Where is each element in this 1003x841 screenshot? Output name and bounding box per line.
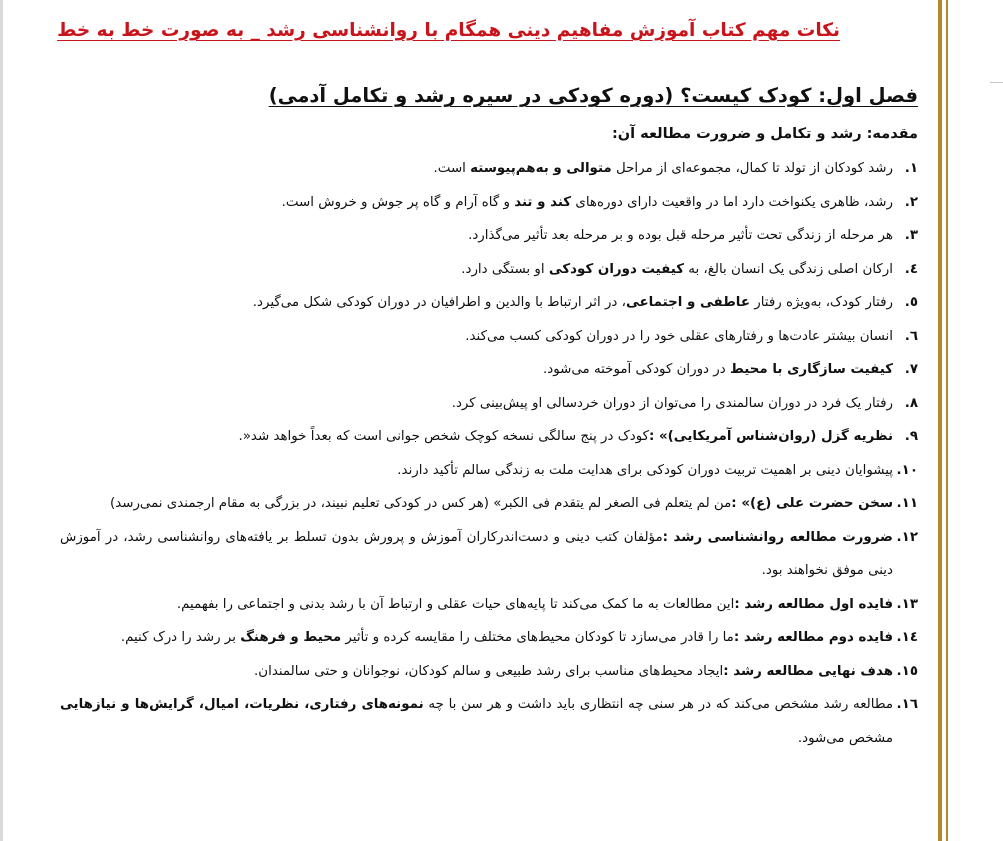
list-item-number: ٩. bbox=[904, 429, 918, 444]
list-item-lead: هدف نهایی مطالعه رشد : bbox=[723, 663, 893, 679]
side-pane-divider bbox=[990, 82, 1003, 83]
list-item-text: کیفیت سازگاری با محیط در دوران کودکی آموخته می‌شود. bbox=[543, 362, 893, 377]
list-item-number: ٢. bbox=[904, 194, 918, 210]
list-item-lead: فایده اول مطالعه رشد : bbox=[734, 596, 893, 612]
list-item-number: ١١. bbox=[896, 496, 918, 511]
list-item-number: ٦. bbox=[904, 328, 918, 344]
list-item bbox=[60, 253, 918, 287]
list-item-lead: فایده دوم مطالعه رشد : bbox=[733, 630, 893, 645]
list-item-text: رشد کودکان از تولد تا کمال، مجموعه‌ای از مراحل متوالی و به‌هم‌پیوسته است. bbox=[433, 161, 893, 176]
list-item-number: ١. bbox=[904, 161, 918, 176]
list-item bbox=[60, 521, 918, 588]
list-item-text: این مطالعات به ما کمک می‌کند تا پایه‌های حیات عقلی و ارتباط آن با رشد بدنی و اجتماعی را بفهمیم. bbox=[176, 596, 735, 612]
list-item bbox=[60, 320, 918, 354]
list-item-number: ١٥. bbox=[896, 663, 918, 679]
list-item-text: مؤلفان کتب دینی و دست‌اندرکاران آموزش و پرورش بدون تسلط بر یافته‌های روانشناسی رشد، در آموزش دینی موفق نخواهند بود. bbox=[60, 529, 893, 578]
chapter-heading: فصل اول: کودک کیست؟ (دوره کودکی در سیره رشد و تکامل آدمی) bbox=[268, 84, 918, 107]
list-item-text: پیشوایان دینی بر اهمیت تربیت دوران کودکی برای هدایت ملت به زندگی سالم تأکید دارند. bbox=[397, 462, 893, 478]
list-item-text: مطالعه رشد مشخص می‌کند که در هر سنی چه انتظاری باید داشت و هر سن با چه نمونه‌های رفتاری، نظریات، امیال، گرایش‌ها و نیازهایی مشخص می‌شود. bbox=[60, 697, 893, 746]
side-pane bbox=[948, 0, 1003, 841]
list-item bbox=[60, 387, 918, 421]
list-item-number: ٨. bbox=[904, 395, 918, 411]
list-item-number: ٥. bbox=[904, 295, 918, 310]
list-item-lead: ضرورت مطالعه روانشناسی رشد : bbox=[662, 529, 893, 545]
list-item-lead: سخن حضرت علی (ع)» : bbox=[731, 496, 893, 511]
list-item bbox=[60, 621, 918, 655]
list-item-text: ایجاد محیط‌های مناسب برای رشد طبیعی و سالم کودکان، نوجوانان و حتی سالمندان. bbox=[254, 663, 724, 679]
list-item-number: ٤. bbox=[904, 261, 918, 277]
page-border-outer bbox=[938, 0, 942, 841]
list-item bbox=[60, 487, 918, 521]
list-item bbox=[60, 420, 918, 454]
list-item bbox=[60, 688, 918, 755]
list-item-text: هر مرحله از زندگی تحت تأثیر مرحله قبل بوده و بر مرحله بعد تأثیر می‌گذارد. bbox=[468, 228, 893, 243]
numbered-list bbox=[60, 152, 918, 755]
list-item bbox=[60, 655, 918, 689]
list-item-text: رشد، ظاهری یکنواخت دارد اما در واقعیت دارای دوره‌های کند و تند و گاه آرام و گاه پر جوش و خروش است. bbox=[281, 194, 893, 210]
list-item-number: ٣. bbox=[904, 228, 918, 243]
list-item-number: ١٤. bbox=[896, 630, 918, 645]
list-item bbox=[60, 186, 918, 220]
list-item bbox=[60, 152, 918, 186]
document-page bbox=[57, 0, 918, 841]
list-item-number: ١٠. bbox=[896, 462, 918, 478]
list-item-text: ما را قادر می‌سازد تا کودکان محیط‌های مختلف را مقایسه کرده و تأثیر محیط و فرهنگ بر رشد را درک کنیم. bbox=[120, 630, 734, 645]
list-item-number: ١٦. bbox=[896, 697, 918, 712]
list-item-number: ١٢. bbox=[896, 529, 918, 545]
list-item-number: ١٣. bbox=[896, 596, 918, 612]
list-item bbox=[60, 219, 918, 253]
list-item-text: کودک در پنج سالگی نسخه کوچک شخص جوانی است که بعداً خواهد شد«. bbox=[238, 429, 649, 444]
list-item-text: انسان بیشتر عادت‌ها و رفتارهای عقلی خود را در دوران کودکی کسب می‌کند. bbox=[465, 328, 893, 344]
list-item bbox=[60, 286, 918, 320]
document-title: نکات مهم کتاب آموزش مفاهیم دینی همگام با روانشناسی رشد _ به صورت خط به خط bbox=[57, 20, 840, 41]
window-left-edge bbox=[0, 0, 3, 841]
list-item-text: رفتار یک فرد در دوران سالمندی را می‌توان از دوران خردسالی او پیش‌بینی کرد. bbox=[451, 395, 893, 411]
list-item-text: من لم یتعلم فی الصغر لم یتقدم فی الکبر» (هر کس در کودکی تعلیم نبیند، در بزرگی به مقام ارجمندی نمی‌رسد) bbox=[109, 496, 732, 511]
list-item bbox=[60, 454, 918, 488]
list-item-text: ارکان اصلی زندگی یک انسان بالغ، به کیفیت دوران کودکی او بستگی دارد. bbox=[461, 261, 893, 277]
list-item-text: رفتار کودک، به‌ویژه رفتار عاطفی و اجتماعی، در اثر ارتباط با والدین و اطرافیان در دوران کودکی شکل می‌گیرد. bbox=[252, 295, 893, 310]
list-item-lead: نظریه گزل (روان‌شناس آمریکایی)» : bbox=[649, 429, 893, 444]
intro-heading: مقدمه: رشد و تکامل و ضرورت مطالعه آن: bbox=[611, 126, 918, 142]
list-item bbox=[60, 353, 918, 387]
list-item bbox=[60, 588, 918, 622]
list-item-number: ٧. bbox=[904, 362, 918, 377]
